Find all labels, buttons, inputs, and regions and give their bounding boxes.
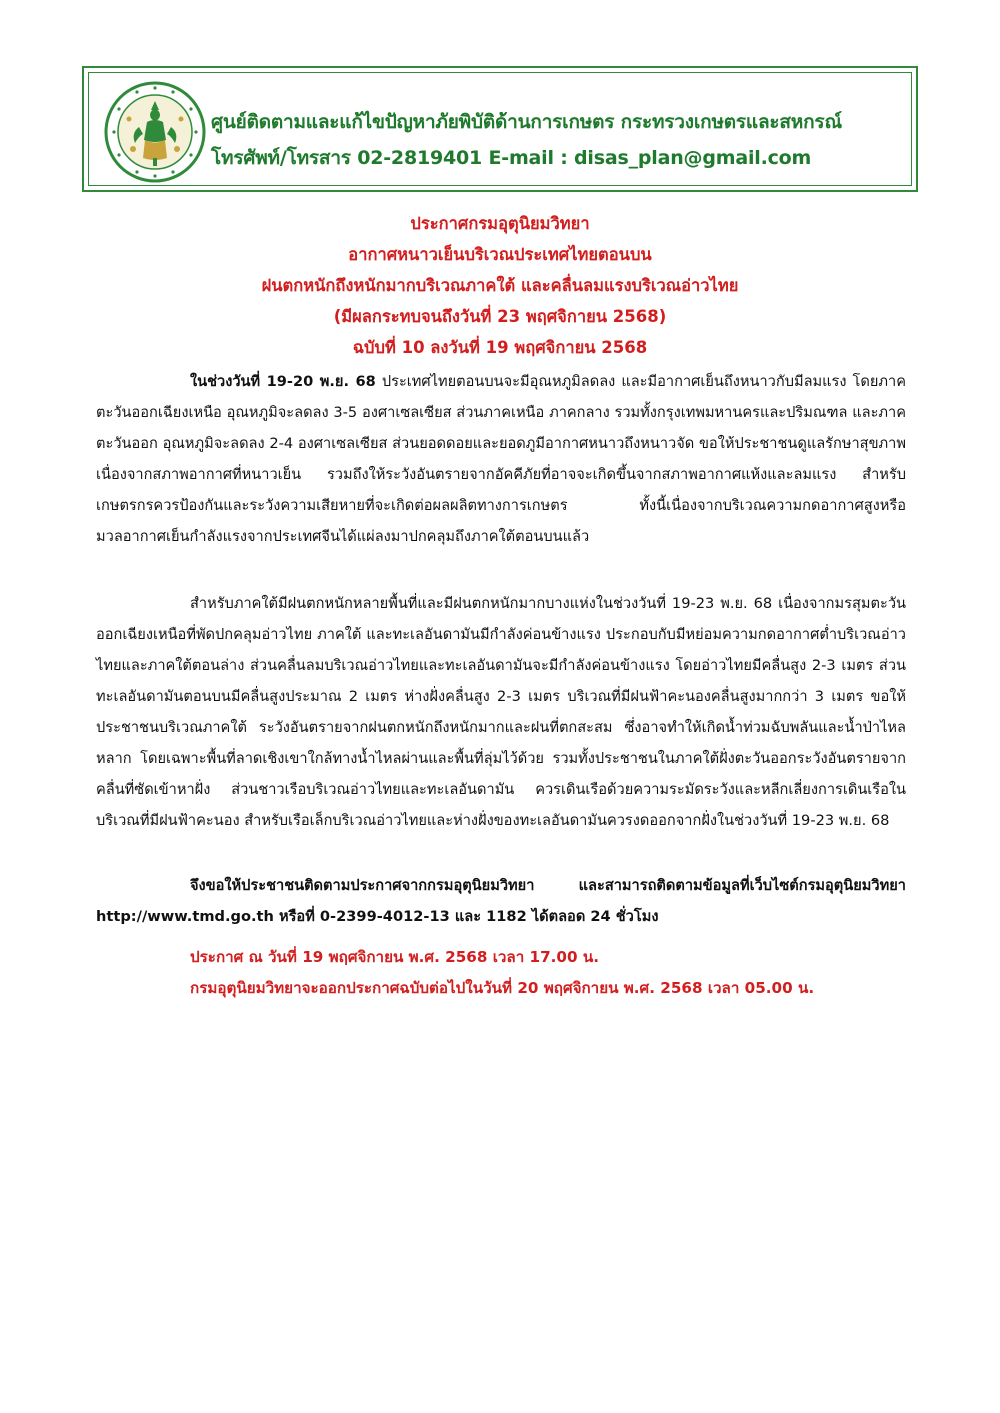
announcement-footer xyxy=(190,942,814,1004)
paragraph-lead: ในช่วงวันที่ 19-20 พ.ย. 68 xyxy=(190,373,376,390)
title-line: อากาศหนาวเย็นบริเวณประเทศไทยตอนบน xyxy=(348,245,652,264)
ministry-of-agriculture-seal-icon xyxy=(103,79,207,185)
header-contact-line: โทรศัพท์/โทรสาร 02-2819401 E-mail : disas_plan@gmail.com xyxy=(211,147,812,169)
title-line: ฝนตกหนักถึงหนักมากบริเวณภาคใต้ และคลื่นลมแรงบริเวณอ่าวไทย xyxy=(261,276,739,295)
next-announcement: กรมอุตุนิยมวิทยาจะออกประกาศฉบับต่อไปในวันที่ 20 พฤศจิกายน พ.ศ. 2568 เวลา 05.00 น. xyxy=(190,979,815,997)
header-box xyxy=(82,66,918,192)
header-organization-title: ศูนย์ติดตามและแก้ไขปัญหาภัยพิบัติด้านการเกษตร กระทรวงเกษตรและสหกรณ์ xyxy=(211,111,842,133)
body-paragraph-cold-weather xyxy=(96,366,906,552)
title-line: ประกาศกรมอุตุนิยมวิทยา xyxy=(410,214,590,233)
title-line: ฉบับที่ 10 ลงวันที่ 19 พฤศจิกายน 2568 xyxy=(352,338,648,357)
issued-datetime: ประกาศ ณ วันที่ 19 พฤศจิกายน พ.ศ. 2568 เวลา 17.00 น. xyxy=(190,948,600,966)
body-paragraph-follow-up xyxy=(96,870,906,932)
body-paragraph-southern-rain xyxy=(96,588,906,836)
paragraph-text: ประเทศไทยตอนบนจะมีอุณหภูมิลดลง และมีอากาศเย็นถึงหนาวกับมีลมแรง โดยภาคตะวันออกเฉียงเหนือ อุณหภูมิจะลดลง 3-5 องศาเซลเซียส ส่วนภาคเหนือ ภาคกลาง รวมทั้งกรุงเทพมหานครและปริมณฑล และภาคตะวันออก อุณหภูมิจะลดลง 2-4 องศาเซลเซียส ส่วนยอดดอยและยอดภูมีอากาศหนาวถึงหนาวจัด ขอให้ประชาชนดูแลรักษาสุขภาพ เนื่องจากสภาพอากาศที่หนาวเย็น รวมถึงให้ระวังอันตรายจากอัคคีภัยที่อาจจะเกิดขึ้นจากสภาพอากาศแห้งและลมแรง สำหรับเกษตรกรควรป้องกันและระวังความเสียหายที่จะเกิดต่อผลผลิตทางการเกษตร ทั้งนี้เนื่องจากบริเวณความกดอากาศสูงหรือมวลอากาศเย็นกำลังแรงจากประเทศจีนได้แผ่ลงมาปกคลุมถึงภาคใต้ตอนบนแล้ว xyxy=(96,373,906,545)
paragraph-text: สำหรับภาคใต้มีฝนตกหนักหลายพื้นที่และมีฝนตกหนักมากบางแห่งในช่วงวันที่ 19-23 พ.ย. 68 เนื่องจากมรสุมตะวันออกเฉียงเหนือที่พัดปกคลุมอ่าวไทย ภาคใต้ และทะเลอันดามันมีกำลังค่อนข้างแรง ประกอบกับมีหย่อมความกดอากาศต่ำบริเวณอ่าวไทยและภาคใต้ตอนล่าง ส่วนคลื่นลมบริเวณอ่าวไทยและทะเลอันดามันจะมีกำลังค่อนข้างแรง โดยอ่าวไทยมีคลื่นสูง 2-3 เมตร ส่วนทะเลอันดามันตอนบนมีคลื่นสูงประมาณ 2 เมตร ห่างฝั่งคลื่นสูง 2-3 เมตร บริเวณที่มีฝนฟ้าคะนองคลื่นสูงมากกว่า 3 เมตร ขอให้ประชาชนบริเวณภาคใต้ ระวังอันตรายจากฝนตกหนักถึงหนักมากและฝนที่ตกสะสม ซึ่งอาจทำให้เกิดน้ำท่วมฉับพลันและน้ำป่าไหลหลาก โดยเฉพาะพื้นที่ลาดเชิงเขาใกล้ทางน้ำไหลผ่านและพื้นที่ลุ่มไว้ด้วย รวมทั้งประชาชนในภาคใต้ฝั่งตะวันออกระวังอันตรายจากคลื่นที่ซัดเข้าหาฝั่ง ส่วนชาวเรือบริเวณอ่าวไทยและทะเลอันดามัน ควรเดินเรือด้วยความระมัดระวังและหลีกเลี่ยงการเดินเรือในบริเวณที่มีฝนฟ้าคะนอง สำหรับเรือเล็กบริเวณอ่าวไทยและห่างฝั่งของทะเลอันดามันควรงดออกจากฝั่งในช่วงวันที่ 19-23 พ.ย. 68 xyxy=(96,595,906,829)
title-line: (มีผลกระทบจนถึงวันที่ 23 พฤศจิกายน 2568) xyxy=(333,307,667,326)
paragraph-text: จึงขอให้ประชาชนติดตามประกาศจากกรมอุตุนิยมวิทยา และสามารถติดตามข้อมูลที่เว็บไซต์กรมอุตุนิยมวิทยา http://www.tmd.go.th หรือที่ 0-2399-4012-13 และ 1182 ได้ตลอด 24 ชั่วโมง xyxy=(96,877,906,925)
announcement-title xyxy=(0,208,1000,363)
header-inner-border xyxy=(88,72,912,186)
